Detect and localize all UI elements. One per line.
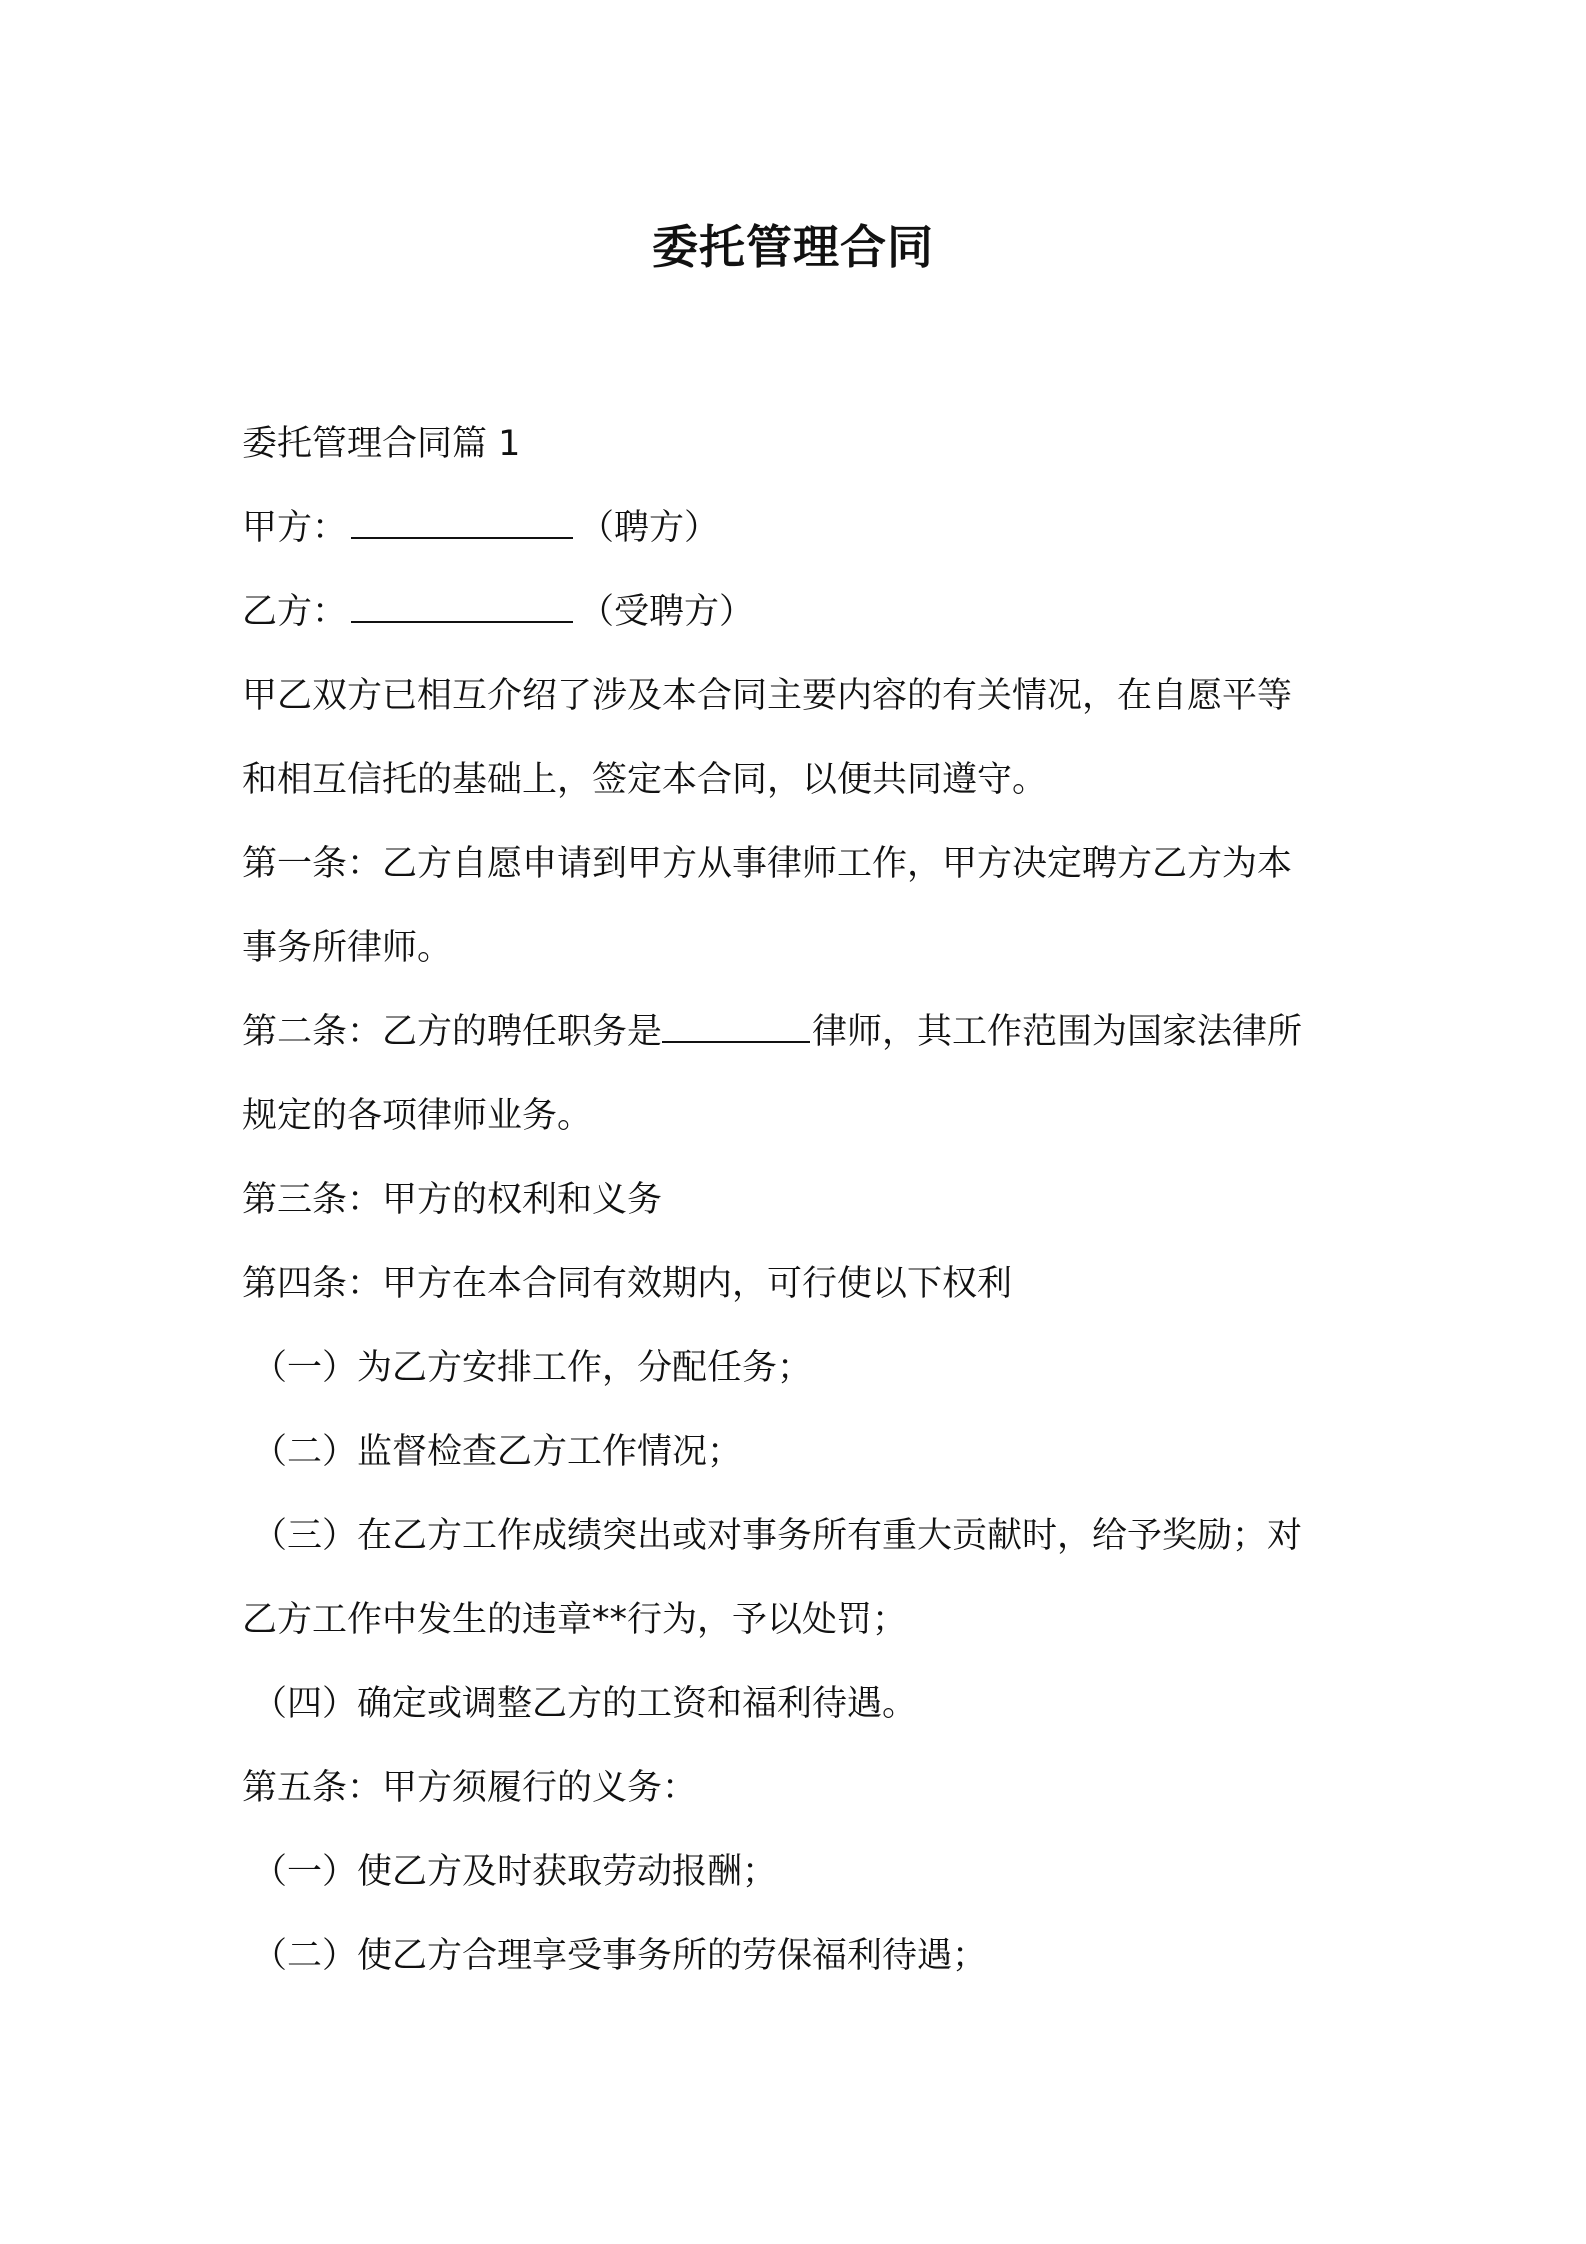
intro-line-1: 甲乙双方已相互介绍了涉及本合同主要内容的有关情况，在自愿平等 bbox=[242, 676, 1293, 716]
article-3: 第三条：甲方的权利和义务 bbox=[242, 1180, 663, 1220]
article-5-item-1: （一）使乙方及时获取劳动报酬； bbox=[252, 1852, 778, 1892]
document-body bbox=[242, 402, 1362, 1998]
article-4-item-4: （四）确定或调整乙方的工资和福利待遇。 bbox=[252, 1684, 918, 1724]
article-1-line-2: 事务所律师。 bbox=[242, 928, 453, 968]
section-heading: 委托管理合同篇 1 bbox=[242, 424, 521, 464]
article-4-item-3-line-2: 乙方工作中发生的违章**行为，予以处罚； bbox=[242, 1600, 908, 1640]
intro-line-2: 和相互信托的基础上，签定本合同，以便共同遵守。 bbox=[242, 760, 1048, 800]
party-b-line bbox=[242, 570, 1362, 654]
article-2-line-1 bbox=[242, 990, 1362, 1074]
party-b-label: 乙方： bbox=[242, 592, 348, 632]
article-1-line-1: 第一条：乙方自愿申请到甲方从事律师工作，甲方决定聘方乙方为本 bbox=[242, 844, 1293, 884]
party-b-role: （受聘方） bbox=[579, 592, 755, 632]
article-4: 第四条：甲方在本合同有效期内，可行使以下权利 bbox=[242, 1264, 1013, 1304]
article-4-item-1: （一）为乙方安排工作，分配任务； bbox=[252, 1348, 813, 1388]
article-5-item-2: （二）使乙方合理享受事务所的劳保福利待遇； bbox=[252, 1936, 988, 1976]
article-4-item-2: （二）监督检查乙方工作情况； bbox=[252, 1432, 743, 1472]
article-5: 第五条：甲方须履行的义务： bbox=[242, 1768, 698, 1808]
article-2-suffix: 律师，其工作范围为国家法律所 bbox=[812, 1012, 1303, 1052]
party-b-blank bbox=[351, 593, 573, 623]
party-a-line bbox=[242, 486, 1362, 570]
party-a-blank bbox=[351, 509, 573, 539]
position-blank bbox=[662, 1013, 810, 1043]
article-4-item-3-line-1: （三）在乙方工作成绩突出或对事务所有重大贡献时，给予奖励；对 bbox=[252, 1516, 1303, 1556]
party-a-label: 甲方： bbox=[242, 508, 348, 548]
article-2-prefix: 第二条：乙方的聘任职务是 bbox=[242, 1012, 663, 1052]
document-title: 委托管理合同 bbox=[652, 220, 934, 274]
article-2-line-2: 规定的各项律师业务。 bbox=[242, 1096, 593, 1136]
party-a-role: （聘方） bbox=[579, 508, 720, 548]
